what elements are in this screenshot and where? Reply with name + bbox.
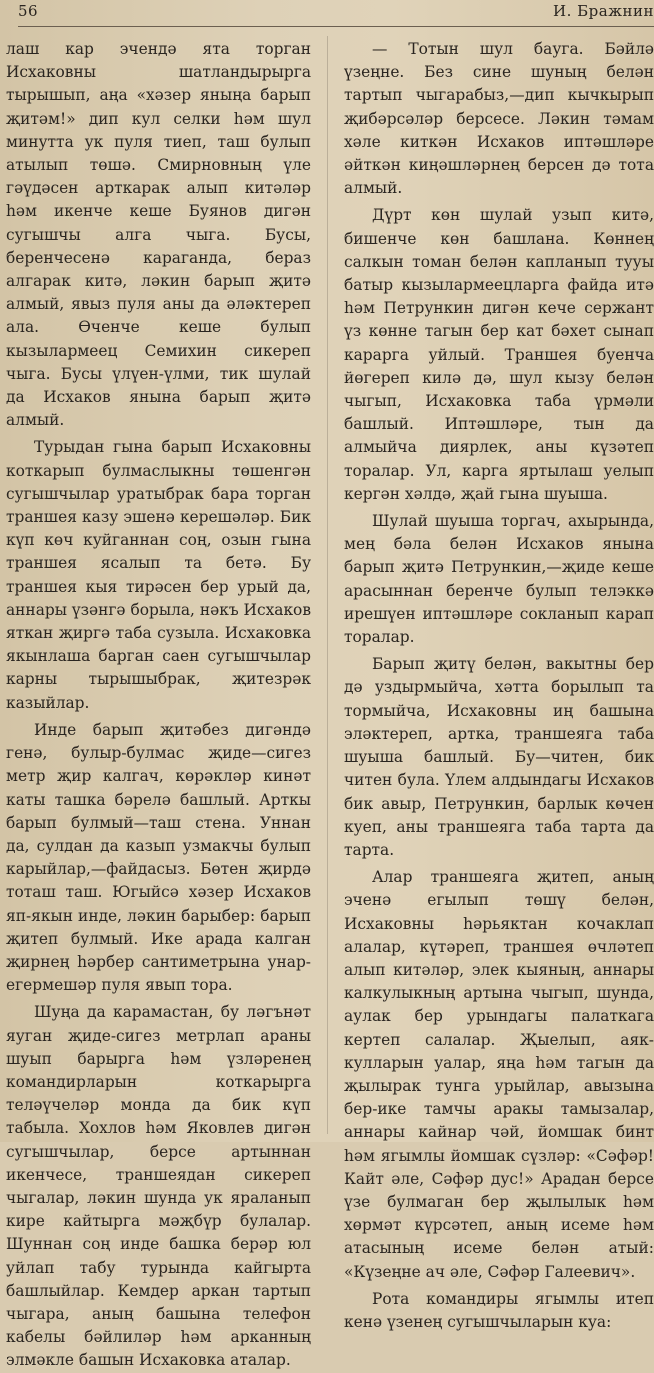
paragraph: — Тотын шул бауга. Бәйлә үзеңне. Без сине шуның белән тартып чыгарабыз,—дип кычкырып җибәрсәләр берсесе. Ләкин тәмам хәле киткән Исхаков иптәшләре әйткән киңәшләрнең берсен дә тота алмый. (344, 40, 654, 198)
paragraph: Алар траншеяга җитеп, аның эченә егылып төшү белән, Исхаковны һәрьяктан кочаклап алалар, күтәреп, траншея өчләтеп алып китәләр, элек кыяның, аннары калкулыкның артына чыгып, шунда, аулак бер урындагы палаткага кертеп салалар. Җыелып, аяк-кулларын уалар, яңа һәм тагын да җылырак тунга урыйлар, авызына бер-ике тамчы аракы тамызалар, аннары кайнар чәй, йомшак бинт һәм ягымлы йомшак сүзләр: «Сәфәр! Кайт әле, Сәфәр дус!» Арадан берсе үзе булмаган бер җылылык һәм хөрмәт күрсәтеп, аның исеме һәм атасының исеме белән атый: «Күзеңне ач әле, Сәфәр Галеевич». (344, 868, 654, 1281)
paragraph: Шулай шуыша торгач, ахырында, мең бәла белән Исхаков янына барып җитә Петрункин,—җиде кеше арасыннан беренче булып телэккә ирешүен иптәшләре сокланып карап торалар. (344, 512, 654, 647)
column-divider (327, 36, 328, 1134)
header-rule (18, 26, 654, 27)
paragraph: Шуңа да карамастан, бу ләгънәт яуган җиде-сигез метрлап араны шуып барырга һәм үзләренең командирларын коткарырга теләүчеләр монда да бик күп табыла. Хохлов һәм Яковлев дигән сугышчылар, берсе артыннан икенчесе, траншеядан сикереп чыгалар, ләкин шунда ук яраланып кире кайтырга мәҗбүр булалар. Шуннан соң инде башка берәр юл уйлап табу турында кайгырта башлыйлар. Кемдер аркан тартып чыгара, аның башына телефон кабелы бәйлиләр һәм арканның элмәкле башын Исхаковка аталар. (6, 1003, 311, 1370)
paragraph: Барып җитү белән, вакытны бер дә уздырмыйча, хәтта борылып та тормыйча, Исхаковны иң башына эләктереп, артка, траншеяга таба шуыша башлый. Бу—читен, бик читен була. Үлем алдындагы Исхаков бик авыр, Петрункин, барлык көчен куеп, аны траншеяга таба тарта да тарта. (344, 655, 654, 859)
running-title: И. Бражнин (553, 2, 654, 20)
paragraph: Турыдан гына барып Исхаковны коткарып булмаслыкны төшенгән сугышчылар уратыбрак бара торган траншея казу эшенә керешәләр. Бик күп көч куйганнан соң, озын гына траншея ясалып та бетә. Бу траншея кыя тирәсен бер урый да, аннары үзәнгә борыла, нәкъ Исхаков яткан җиргә таба сузыла. Исхаковка якынлаша барган саен сугышчылар карны тырышыбрак, җитезрәк казыйлар. (6, 438, 311, 712)
paragraph: лаш кар эчендә ята торган Исхаковны шатландырырга тырышып, аңа «хәзер яныңа барып җитәм!» дип кул селки һәм шул минутта ук пуля тиеп, таш булып атылып төшә. Смирновның үле гәүдәсен арткарак алып китәләр һәм икенче кеше Буянов дигән сугышчы алга чыга. Бусы, беренчесенә караганда, бераз алгарак китә, ләкин барып җитә алмый, явыз пуля аны да әләктереп ала. Өченче кеше булып кызылармеец Семихин сикереп чыга. Бусы үлүен-үлми, тик шулай да Исхаков янына барып җитә алмый. (6, 40, 311, 430)
left-column (6, 38, 311, 1373)
paragraph: Рота командиры ягымлы итеп кенә үзенең сугышчыларын куа: (344, 1289, 654, 1331)
paragraph: Инде барып җитәбез дигәндә генә, булыр-булмас җиде—сигез метр җир калгач, көрәкләр кинәт каты ташка бәрелә башлый. Арткы барып булмый—таш стена. Уннан да, сулдан да казып узмакчы булып карыйлар,—файдасыз. Бөтен җирдә тоташ таш. Югыйсә хәзер Исхаков яп-якын инде, ләкин барыбер: барып җитеп булмый. Ике арада калган җирнең һәрбер сантиметрына унар-егермешәр пуля явып тора. (6, 720, 311, 995)
right-column (344, 38, 654, 1334)
paragraph: Дүрт көн шулай узып китә, бишенче көн башлана. Көннең салкын томан белән капланып тууы батыр кызылармеецларга файда итә һәм Петрункин дигән кече сержант үз көнне тагын бер кат бәхет сынап карарга уйлый. Траншея буенча йөгереп килә дә, шул кызу белән чыгып, Исхаковка таба үрмәли башлый. Иптәшләре, тын да алмыйча диярлек, аны күзәтеп торалар. Ул, карга яртылаш уелып кергән хәлдә, җай гына шуыша. (344, 206, 654, 503)
page-number: 56 (18, 2, 39, 20)
